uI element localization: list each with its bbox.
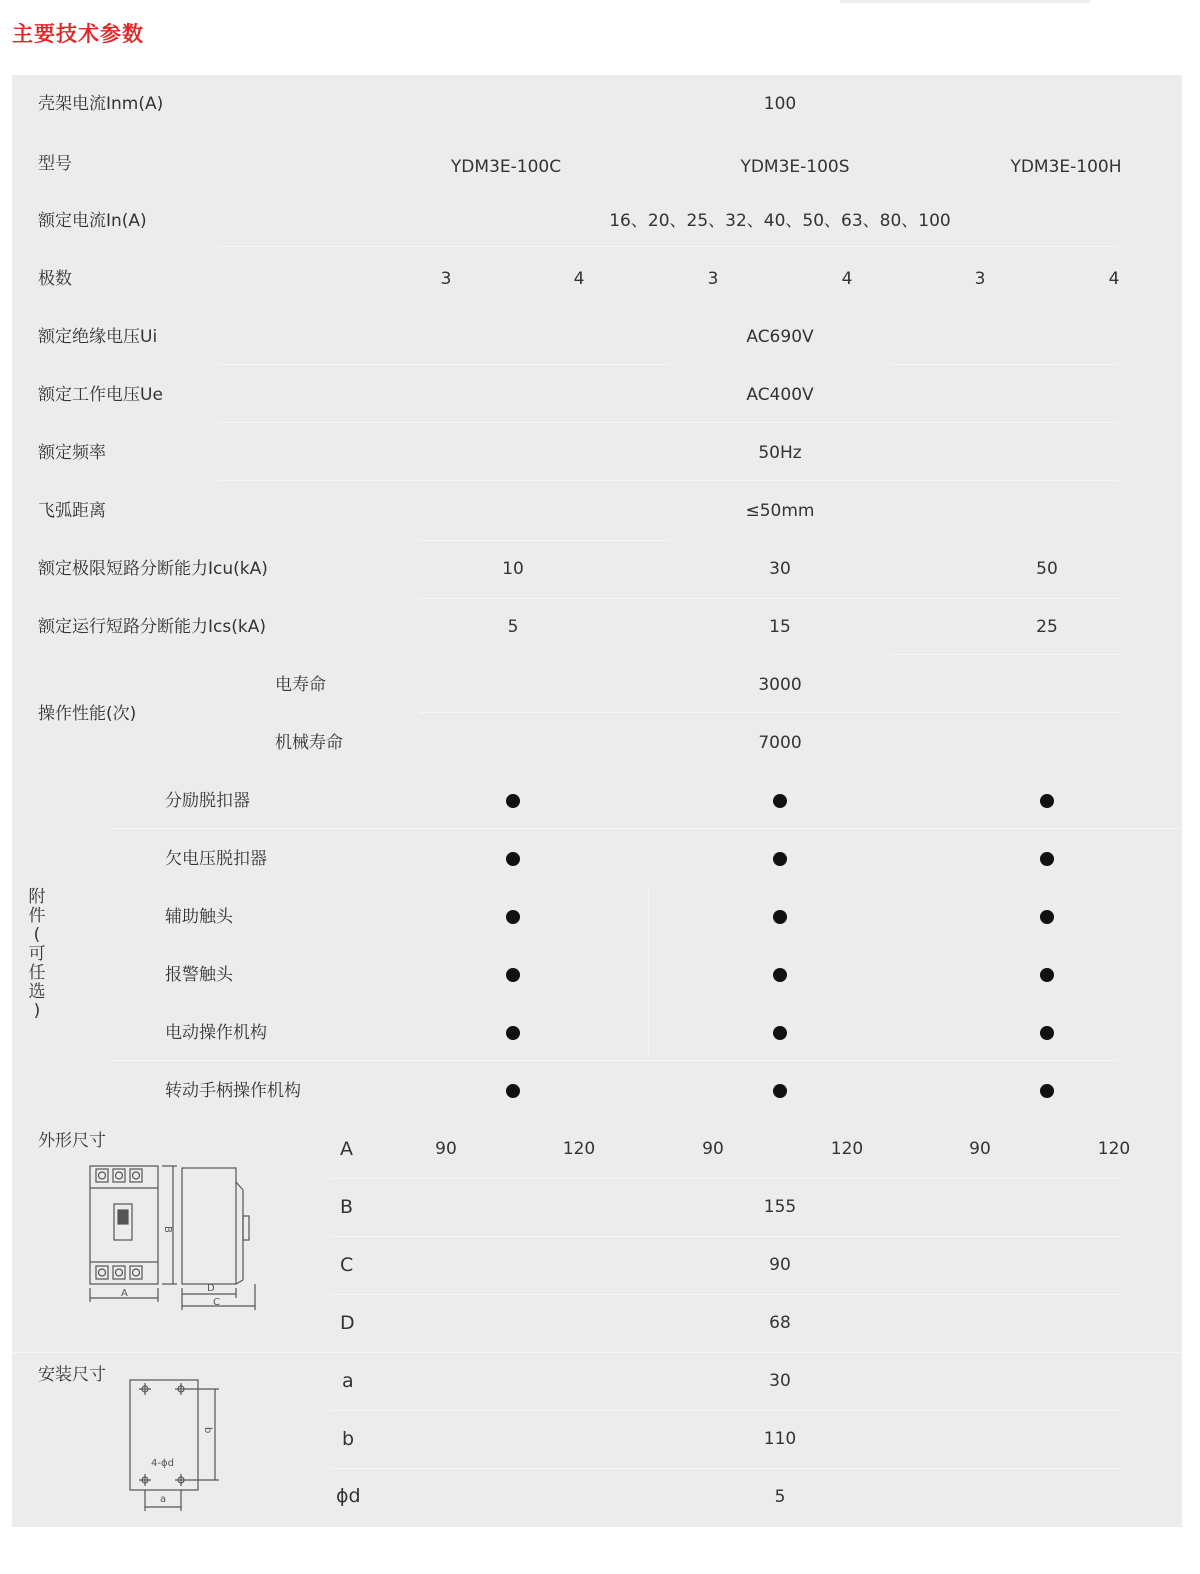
accessory-motor-operator: 电动操作机构 — [165, 1023, 267, 1043]
model-h: YDM3E-100H — [1010, 157, 1122, 177]
row-separator — [330, 1294, 1120, 1295]
dimension-letter-d: D — [340, 1312, 355, 1334]
row-separator — [330, 1410, 1120, 1411]
row-separator — [218, 246, 1118, 247]
row-separator — [420, 712, 1120, 713]
ics-h: 25 — [1036, 617, 1058, 637]
availability-dot — [773, 1026, 787, 1040]
dimension-letter-b: B — [340, 1196, 354, 1218]
mounting-d-value: 5 — [774, 1487, 786, 1507]
row-separator — [218, 480, 1118, 481]
mechanical-life-value: 7000 — [758, 733, 802, 753]
model-s: YDM3E-100S — [740, 157, 850, 177]
svg-text:b: b — [202, 1427, 213, 1434]
frequency-label: 额定频率 — [38, 443, 106, 463]
dimension-d-value: 68 — [769, 1313, 791, 1333]
mounting-letter-b: b — [342, 1428, 355, 1450]
mechanical-life-label: 机械寿命 — [275, 733, 343, 753]
poles-h-3: 3 — [974, 269, 986, 289]
arc-distance-label: 飞弧距离 — [38, 501, 106, 521]
accessories-vertical-label: 附 件 ( 可 任 选 ) — [28, 887, 46, 1021]
accessory-undervoltage-release: 欠电压脱扣器 — [165, 849, 267, 869]
dimension-letter-a: A — [340, 1138, 353, 1160]
frequency-value: 50Hz — [758, 443, 802, 463]
svg-text:C: C — [213, 1297, 220, 1308]
dimension-a-value: 120 — [562, 1139, 596, 1159]
poles-h-4: 4 — [1108, 269, 1120, 289]
row-separator — [110, 1060, 1118, 1061]
ics-s: 15 — [769, 617, 791, 637]
dimension-c-value: 90 — [769, 1255, 791, 1275]
mounting-a-value: 30 — [769, 1371, 791, 1391]
dimension-letter-c: C — [340, 1254, 354, 1276]
row-separator — [330, 1468, 1120, 1469]
poles-c-4: 4 — [573, 269, 585, 289]
availability-dot — [1040, 1084, 1054, 1098]
availability-dot — [1040, 968, 1054, 982]
row-separator — [218, 422, 1118, 423]
row-separator — [218, 364, 668, 365]
dimension-a-value: 90 — [969, 1139, 991, 1159]
row-separator — [890, 364, 1118, 365]
frame-current-value: 100 — [763, 94, 797, 114]
poles-label: 极数 — [38, 269, 72, 289]
svg-text:4-ϕd: 4-ϕd — [151, 1458, 174, 1469]
availability-dot — [506, 852, 520, 866]
poles-c-3: 3 — [440, 269, 452, 289]
dimension-a-value: 120 — [830, 1139, 864, 1159]
ics-label: 额定运行短路分断能力Ics(kA) — [38, 617, 266, 637]
icu-h: 50 — [1036, 559, 1058, 579]
dimension-b-value: 155 — [763, 1197, 797, 1217]
row-separator — [420, 598, 1120, 599]
poles-s-3: 3 — [707, 269, 719, 289]
insulation-voltage-value: AC690V — [746, 327, 814, 347]
electrical-life-value: 3000 — [758, 675, 802, 695]
availability-dot — [506, 968, 520, 982]
page-title: 主要技术参数 — [12, 22, 144, 46]
rated-current-label: 额定电流In(A) — [38, 211, 147, 231]
availability-dot — [1040, 910, 1054, 924]
arc-distance-value: ≤50mm — [745, 501, 815, 521]
column-separator — [648, 888, 649, 1058]
outline-dimension-drawing — [85, 1160, 270, 1320]
row-separator — [330, 1178, 1120, 1179]
top-accent-bar — [840, 0, 1090, 3]
availability-dot — [1040, 1026, 1054, 1040]
availability-dot — [773, 968, 787, 982]
availability-dot — [773, 794, 787, 808]
availability-dot — [773, 1084, 787, 1098]
availability-dot — [773, 910, 787, 924]
availability-dot — [506, 1026, 520, 1040]
accessory-rotary-handle: 转动手柄操作机构 — [165, 1081, 301, 1101]
svg-text:B: B — [162, 1226, 173, 1233]
mounting-letter-d: ϕd — [336, 1485, 361, 1507]
availability-dot — [506, 1084, 520, 1098]
row-separator — [420, 540, 670, 541]
mounting-dimension-drawing — [125, 1375, 225, 1515]
icu-label: 额定极限短路分断能力Icu(kA) — [38, 559, 268, 579]
availability-dot — [1040, 852, 1054, 866]
row-separator — [330, 1236, 1120, 1237]
working-voltage-label: 额定工作电压Ue — [38, 385, 163, 405]
availability-dot — [1040, 794, 1054, 808]
availability-dot — [506, 794, 520, 808]
electrical-life-label: 电寿命 — [275, 675, 326, 695]
rated-current-value: 16、20、25、32、40、50、63、80、100 — [609, 211, 951, 231]
model-label: 型号 — [38, 154, 72, 174]
availability-dot — [506, 910, 520, 924]
icu-c: 10 — [502, 559, 524, 579]
model-c: YDM3E-100C — [450, 157, 562, 177]
row-separator — [12, 1352, 1182, 1353]
accessory-alarm-contact: 报警触头 — [165, 965, 233, 985]
dimensions-label: 外形尺寸 — [38, 1131, 106, 1151]
poles-s-4: 4 — [841, 269, 853, 289]
availability-dot — [773, 852, 787, 866]
working-voltage-value: AC400V — [746, 385, 814, 405]
svg-text:D: D — [207, 1283, 215, 1294]
dimension-a-value: 90 — [435, 1139, 457, 1159]
accessory-auxiliary-contact: 辅助触头 — [165, 907, 233, 927]
icu-s: 30 — [769, 559, 791, 579]
svg-text:a: a — [160, 1494, 167, 1505]
dimension-a-value: 120 — [1097, 1139, 1131, 1159]
svg-text:A: A — [121, 1288, 128, 1299]
mounting-b-value: 110 — [763, 1429, 797, 1449]
accessory-shunt-release: 分励脱扣器 — [165, 791, 250, 811]
ics-c: 5 — [507, 617, 519, 637]
frame-current-label: 壳架电流Inm(A) — [38, 94, 164, 114]
row-separator — [890, 654, 1120, 655]
operation-label: 操作性能(次) — [38, 704, 137, 724]
mounting-letter-a: a — [342, 1370, 354, 1392]
dimension-a-value: 90 — [702, 1139, 724, 1159]
insulation-voltage-label: 额定绝缘电压Ui — [38, 327, 158, 347]
mounting-label: 安装尺寸 — [38, 1365, 106, 1385]
row-separator — [110, 828, 1180, 829]
